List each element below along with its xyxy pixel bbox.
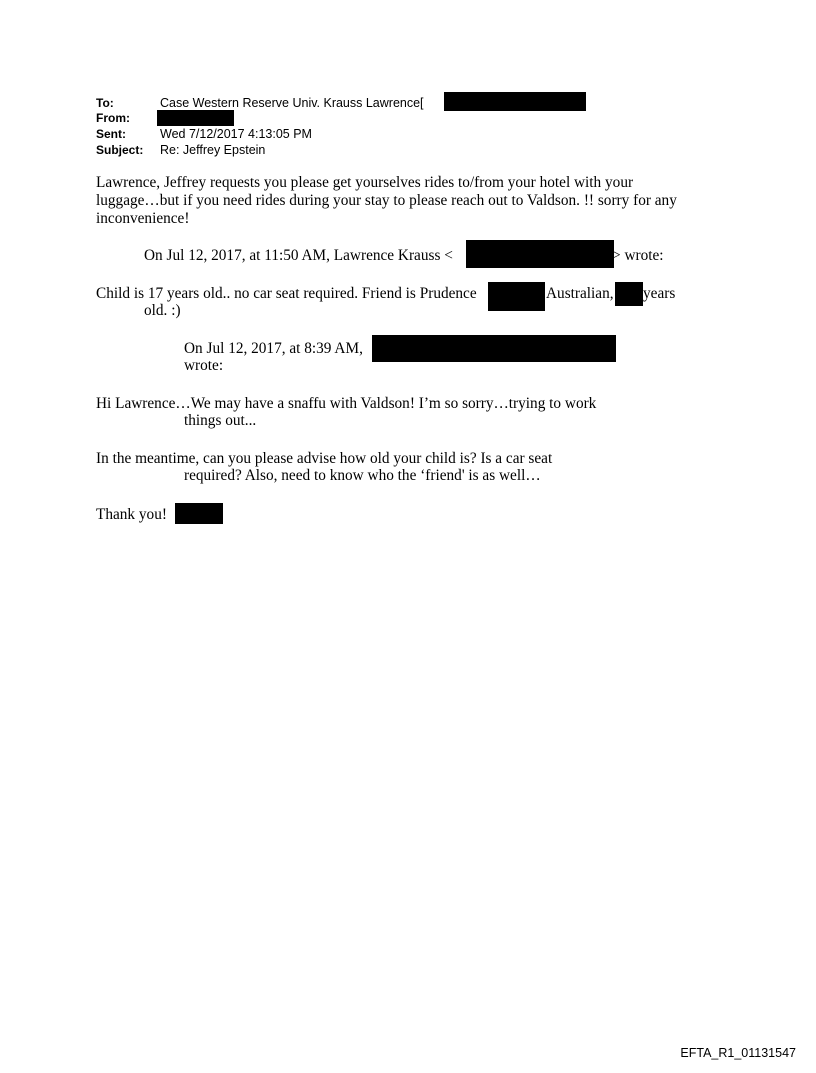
quote-line: In the meantime, can you please advise how old your child is? Is a car seat <box>96 450 553 467</box>
from-label: From: <box>96 111 130 125</box>
sent-label: Sent: <box>96 127 126 141</box>
quote-line: required? Also, need to know who the ‘friend' is as well… <box>184 467 541 484</box>
sent-value: Wed 7/12/2017 4:13:05 PM <box>160 127 312 141</box>
quote-attribution: On Jul 12, 2017, at 8:39 AM, <box>184 340 363 357</box>
document-id: EFTA_R1_01131547 <box>680 1046 796 1060</box>
redaction-bar <box>488 282 545 311</box>
message-line: inconvenience! <box>96 210 190 227</box>
quote-line: Hi Lawrence…We may have a snaffu with Valdson! I’m so sorry…trying to work <box>96 395 597 412</box>
redaction-bar <box>372 335 616 362</box>
to-label: To: <box>96 96 114 110</box>
quote-line: things out... <box>184 412 257 429</box>
subject-value: Re: Jeffrey Epstein <box>160 143 266 157</box>
to-value: Case Western Reserve Univ. Krauss Lawrence[ <box>160 96 424 110</box>
quote-attribution: On Jul 12, 2017, at 11:50 AM, Lawrence Krauss < <box>144 247 453 264</box>
quote-line: Child is 17 years old.. no car seat required. Friend is Prudence <box>96 285 477 302</box>
redaction-bar <box>175 503 223 524</box>
quote-line: Thank you! <box>96 506 167 523</box>
message-line: luggage…but if you need rides during your stay to please reach out to Valdson. !! sorry for any <box>96 192 677 209</box>
redaction-bar <box>444 92 586 111</box>
quote-line: years <box>643 285 676 302</box>
quote-attribution-end: wrote: <box>184 357 224 374</box>
redaction-bar <box>157 110 234 126</box>
redaction-bar <box>466 240 614 268</box>
quote-line: old. :) <box>144 302 181 319</box>
quote-line: Australian, <box>546 285 614 302</box>
message-line: Lawrence, Jeffrey requests you please get yourselves rides to/from your hotel with your <box>96 174 634 191</box>
redaction-bar <box>615 282 643 306</box>
quote-attribution-end: > wrote: <box>612 247 664 264</box>
subject-label: Subject: <box>96 143 144 157</box>
